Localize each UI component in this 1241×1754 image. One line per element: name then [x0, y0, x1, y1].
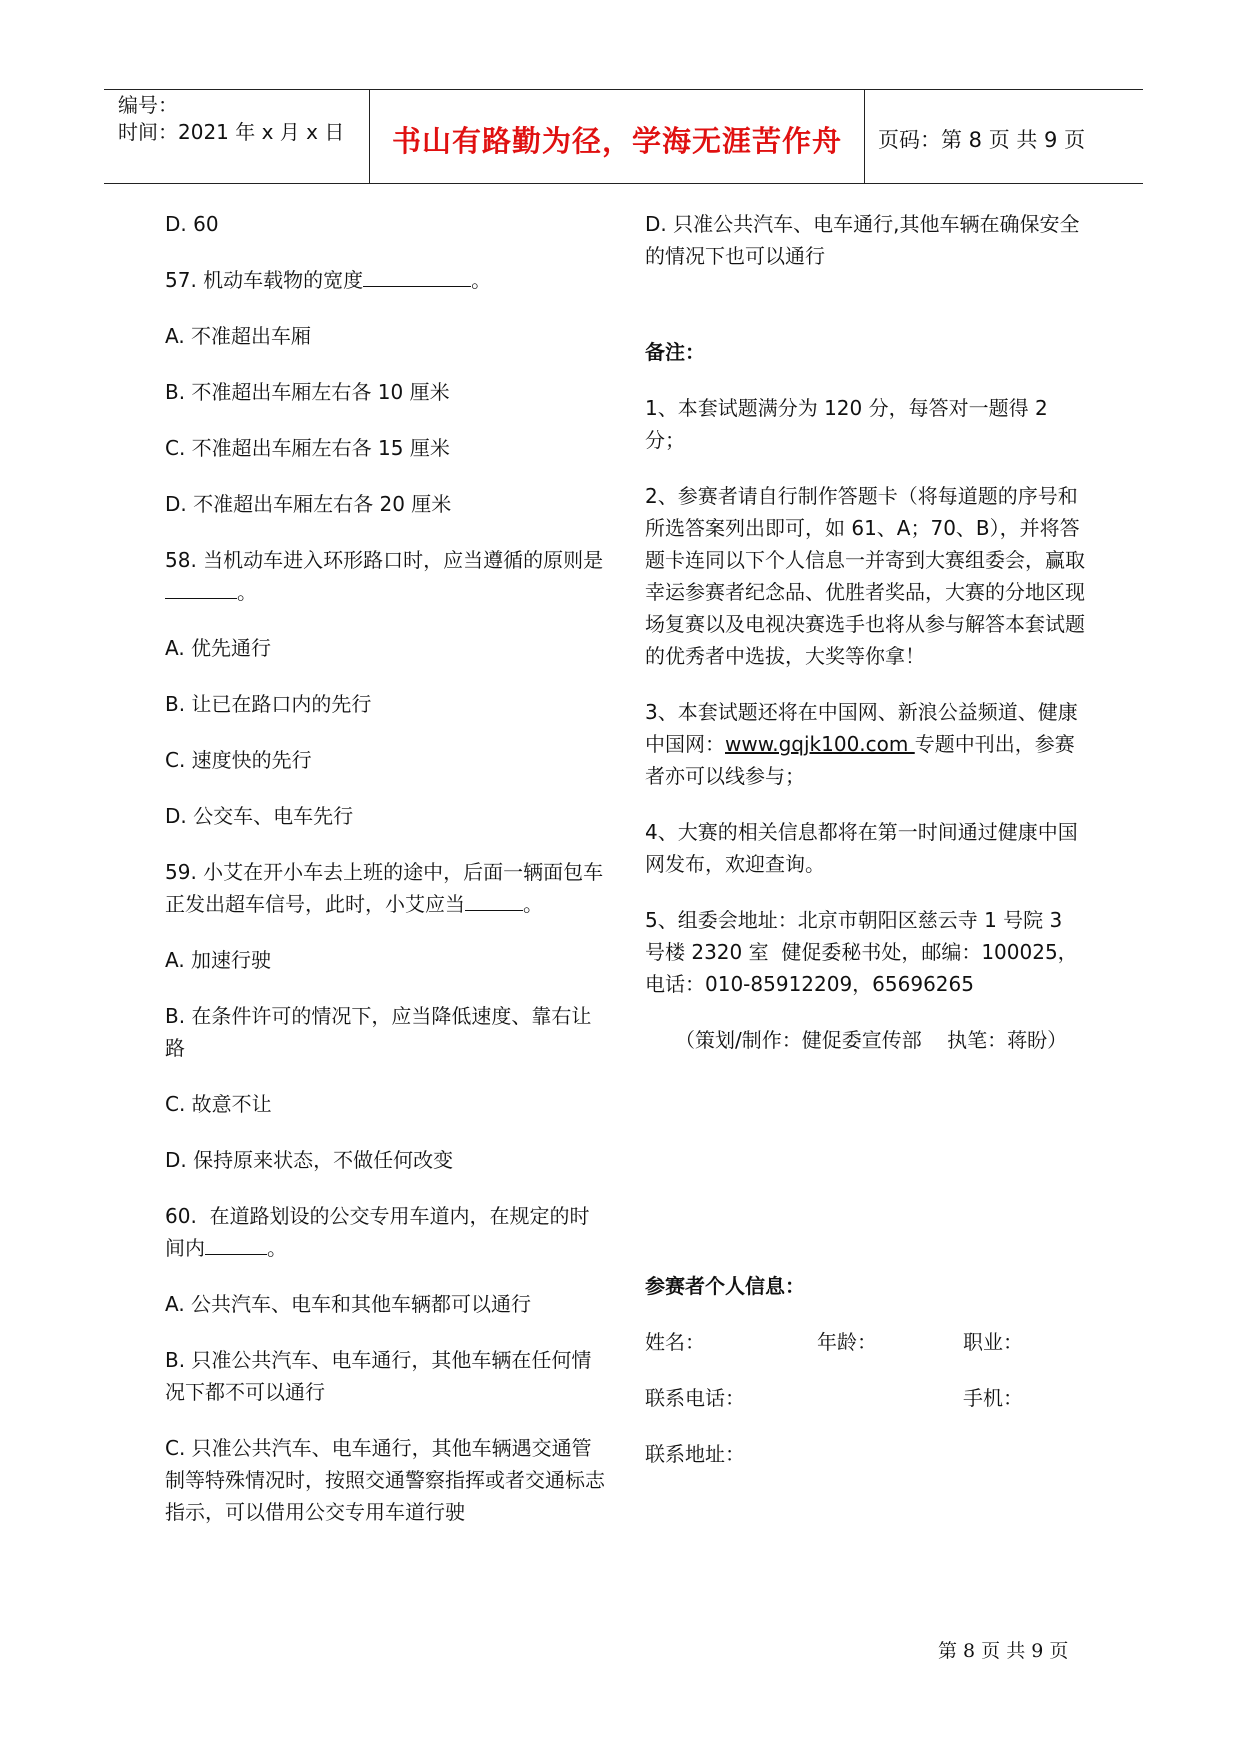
- credits: （策划/制作：健促委宣传部 执笔：蒋盼）: [675, 1028, 1068, 1052]
- q57-option-a: A. 不准超出车厢: [165, 324, 312, 348]
- q57-option-b: B. 不准超出车厢左右各 10 厘米: [165, 380, 450, 404]
- q59-option-a: A. 加速行驶: [165, 948, 272, 972]
- q58-stem: [165, 544, 605, 608]
- answer-blank: [205, 1232, 267, 1255]
- left-column: [165, 208, 605, 1552]
- q60-stem-end: 。: [267, 1236, 287, 1260]
- right-column: [645, 208, 1085, 1494]
- q57-option-c: C. 不准超出车厢左右各 15 厘米: [165, 436, 450, 460]
- website-link[interactable]: www.gqjk100.com: [725, 732, 915, 756]
- q60-stem: [165, 1200, 605, 1264]
- address-label: 联系地址：: [645, 1442, 745, 1466]
- name-label: 姓名：: [645, 1330, 705, 1354]
- mobile-label: 手机：: [963, 1386, 1023, 1410]
- q60-stem-text: 60. 在道路划设的公交专用车道内，在规定的时间内: [165, 1204, 590, 1260]
- q57-option-d: D. 不准超出车厢左右各 20 厘米: [165, 492, 452, 516]
- header-motto: 书山有路勤为径，学海无涯苦作舟: [391, 124, 842, 158]
- q57-stem-text: 57. 机动车载物的宽度: [165, 268, 364, 292]
- info-row-3: [645, 1438, 1085, 1470]
- header-motto-cell: [369, 90, 865, 183]
- note-5: 5、组委会地址：北京市朝阳区慈云寺 1 号院 3 号楼 2320 室 健促委秘书处，邮编：100025，电话：010-85912209，65696265: [645, 908, 1078, 996]
- q57-stem-end: 。: [471, 268, 492, 292]
- note-4: 4、大赛的相关信息都将在第一时间通过健康中国网发布，欢迎查询。: [645, 820, 1078, 876]
- q60-option-d: D. 只准公共汽车、电车通行,其他车辆在确保安全的情况下也可以通行: [645, 212, 1080, 268]
- q58-option-a: A. 优先通行: [165, 636, 272, 660]
- q58-stem-end: 。: [237, 580, 257, 604]
- doc-time-label: 时间：2021 年 x 月 x 日: [118, 120, 345, 144]
- spacer: [645, 1080, 1085, 1270]
- q57-stem: [165, 264, 605, 296]
- note-3: [645, 696, 1085, 792]
- answer-blank: [363, 264, 471, 287]
- note-2: 2、参赛者请自行制作答题卡（将每道题的序号和所选答案列出即可，如 61、A；70、B），并将答题卡连同以下个人信息一并寄到大赛组委会，赢取幸运参赛者纪念品、优胜者奖品，大赛的分地区现场复赛以及电视决赛选手也将从参与解答本套试题的优秀者中选拔，大奖等你拿！: [645, 484, 1085, 668]
- page-header: [104, 89, 1143, 184]
- page-footer: 第 8 页 共 9 页: [938, 1640, 1069, 1662]
- q59-stem-text: 59. 小艾在开小车去上班的途中，后面一辆面包车正发出超车信号，此时，小艾应当: [165, 860, 604, 916]
- q58-option-c: C. 速度快的先行: [165, 748, 312, 772]
- phone-label: 联系电话：: [645, 1386, 745, 1410]
- age-label: 年龄：: [817, 1330, 877, 1354]
- participant-info-title: 参赛者个人信息：: [645, 1274, 805, 1298]
- q59-option-c: C. 故意不让: [165, 1092, 272, 1116]
- q59-stem: [165, 856, 605, 920]
- q59-option-d: D. 保持原来状态，不做任何改变: [165, 1148, 454, 1172]
- q60-option-c: C. 只准公共汽车、电车通行，其他车辆遇交通管制等特殊情况时，按照交通警察指挥或者交通标志指示，可以借用公交专用车道行驶: [165, 1436, 605, 1524]
- note-3-text-end: 专题中刊出，参赛者亦可以线参与；: [645, 732, 1075, 788]
- info-row-2: [645, 1382, 1085, 1414]
- doc-number-label: 编号：: [118, 93, 178, 117]
- note-1: 1、本套试题满分为 120 分，每答对一题得 2 分；: [645, 396, 1055, 452]
- notes-title: 备注：: [645, 340, 705, 364]
- header-page-cell: [864, 90, 1143, 183]
- q59-stem-end: 。: [523, 892, 543, 916]
- q60-option-b: B. 只准公共汽车、电车通行，其他车辆在任何情况下都不可以通行: [165, 1348, 592, 1404]
- header-meta-cell: [104, 90, 369, 183]
- q58-option-b: B. 让已在路口内的先行: [165, 692, 372, 716]
- note-3-text: 3、本套试题还将在中国网、新浪公益频道、健康中国网：: [645, 700, 1078, 756]
- answer-blank: [165, 576, 237, 599]
- job-label: 职业：: [963, 1330, 1023, 1354]
- spacer: [645, 296, 1085, 336]
- q58-stem-text: 58. 当机动车进入环形路口时，应当遵循的原则是: [165, 548, 604, 572]
- info-row-1: [645, 1326, 1085, 1358]
- answer-blank: [465, 888, 523, 911]
- q60-option-a: A. 公共汽车、电车和其他车辆都可以通行: [165, 1292, 532, 1316]
- q58-option-d: D. 公交车、电车先行: [165, 804, 354, 828]
- q59-option-b: B. 在条件许可的情况下，应当降低速度、靠右让路: [165, 1004, 592, 1060]
- q56-option-d: D. 60: [165, 212, 219, 236]
- header-page-info: 页码：第 8 页 共 9 页: [878, 128, 1086, 152]
